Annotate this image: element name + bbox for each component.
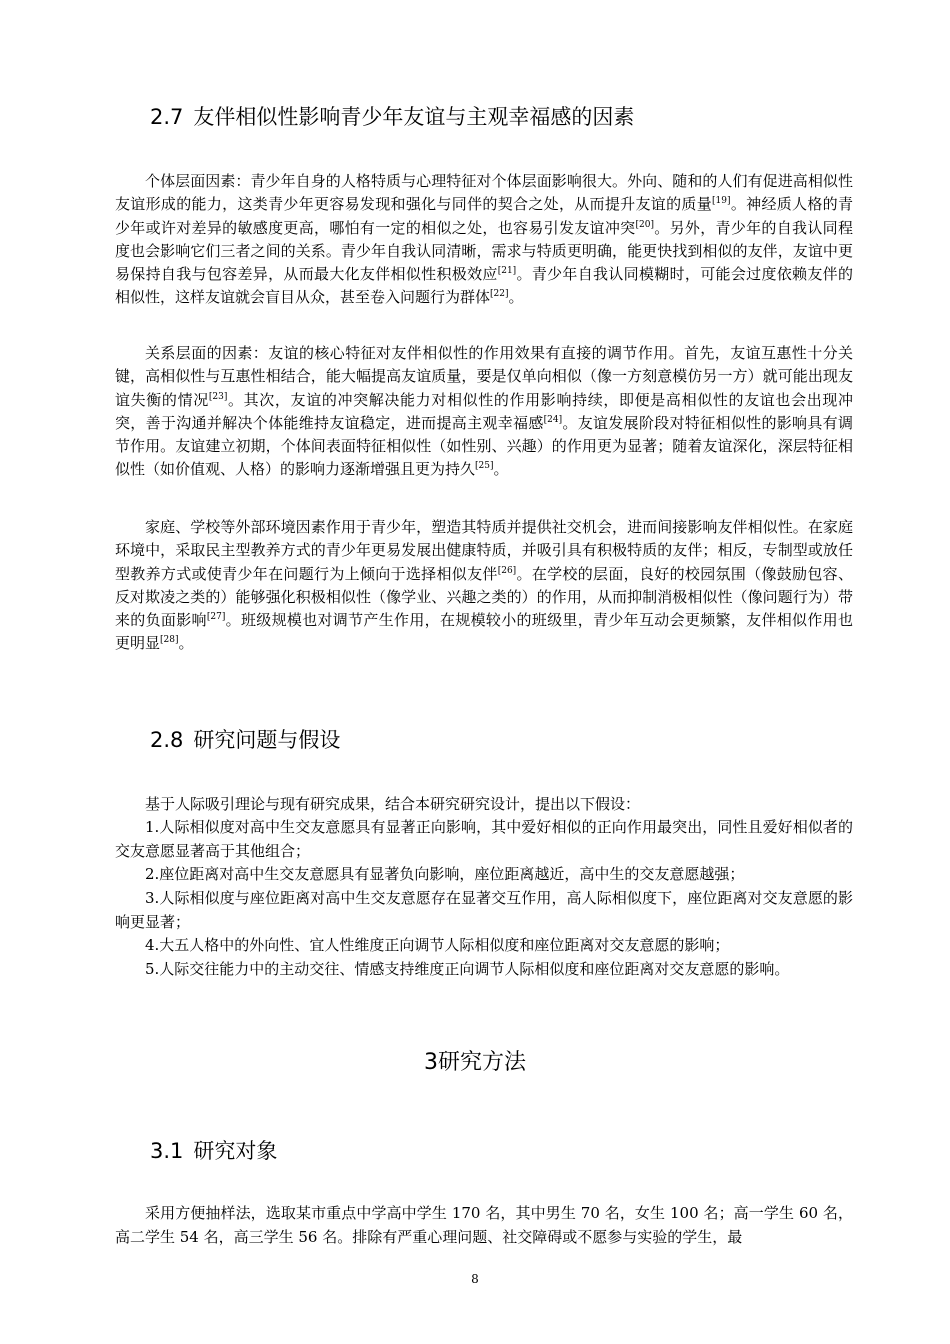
- hypothesis-item: 4.大五人格中的外向性、宜人性维度正向调节人际相似度和座位距离对交友意愿的影响；: [145, 936, 730, 954]
- chapter-heading-3: 3研究方法: [424, 1050, 526, 1075]
- section-heading-2-7: [150, 103, 634, 131]
- citation-ref: [27]: [206, 612, 226, 623]
- hypothesis-item: 2.座位距离对高中生交友意愿具有显著负向影响，座位距离越近，高中生的交友意愿越强；: [145, 865, 745, 883]
- paragraph-text: 。: [493, 460, 509, 479]
- section-heading-3-1: [150, 1137, 277, 1165]
- paragraph-text: 关系层面的因素：友谊的核心特征对友伴相似性的作用效果有直接的调节作用。首先，友谊互惠性十分关键，高相似性与互惠性相结合，能大幅提高友谊质量，要是仅单向相似（像一方刻意模仿另一方）就可能出现友谊失衡的情况: [115, 344, 853, 409]
- paragraph-text: 。神经质人格的青少年或许对差异的敏感度更高，哪怕有一定的相似之处，也容易引发友谊冲突: [115, 195, 853, 237]
- paragraph-text: 。友谊发展阶段对特征相似性的影响具有调节作用。友谊建立初期，个体间表面特征相似性（如性别、兴趣）的作用更为显著；随着友谊深化，深层特征相似性（如价值观、人格）的影响力逐渐增强且更为持久: [115, 413, 853, 479]
- hypothesis-item: 3.人际相似度与座位距离对高中生交友意愿存在显著交互作用，高人际相似度下，座位距离对交友意愿的影响更显著；: [115, 889, 853, 931]
- paragraph-text: 。青少年自我认同模糊时，可能会过度依赖友伴的相似性，这样友谊就会盲目从众，甚至卷入问题行为群体: [115, 265, 853, 307]
- paragraph-text: 家庭、学校等外部环境因素作用于青少年，塑造其特质并提供社交机会，进而间接影响友伴相似性。在家庭环境中，采取民主型教养方式的青少年更易发展出健康特质，并吸引具有积极特质的友伴；相反，专制型或放任型教养方式或使青少年在问题行为上倾向于选择相似友伴: [115, 518, 853, 583]
- citation-ref: [22]: [490, 289, 509, 300]
- citation-ref: [20]: [635, 219, 654, 230]
- hypothesis-item: 5.人际交往能力中的主动交往、情感支持维度正向调节人际相似度和座位距离对交友意愿的影响。: [145, 960, 790, 978]
- citation-ref: [19]: [712, 196, 731, 207]
- hypothesis-item: 1.人际相似度对高中生交友意愿具有显著正向影响，其中爱好相似的正向作用最突出，同性且爱好相似者的交友意愿显著高于其他组合；: [115, 818, 853, 860]
- paragraph-text: 。其次，友谊的冲突解决能力对相似性的作用影响持续，即便是高相似性的友谊也会出现冲突，善于沟通并解决个体能维持友谊稳定，进而提高主观幸福感: [115, 390, 853, 432]
- paragraph-text: 。在学校的层面，良好的校园氛围（像鼓励包容、反对欺凌之类的）能够强化积极相似性（像学业、兴趣之类的）的作用，从而抑制消极相似性（像问题行为）带来的负面影响: [115, 564, 853, 630]
- body-paragraph: [115, 516, 853, 656]
- section-heading-2-8: [150, 726, 340, 754]
- citation-ref: [23]: [208, 391, 228, 402]
- page-number: 8: [471, 1272, 479, 1286]
- paragraph-text: 。: [178, 634, 194, 653]
- citation-ref: [24]: [543, 414, 563, 425]
- citation-ref: [25]: [475, 461, 494, 472]
- paragraph-text: 。另外，青少年的自我认同程度也会影响它们三者之间的关系。青少年自我认同清晰，需求与特质更明确，能更快找到相似的友伴，友谊中更易保持自我与包容差异，从而最大化友伴相似性积极效应: [115, 218, 853, 284]
- section-number: 2.7: [150, 105, 184, 129]
- paragraph-text: 。: [508, 288, 524, 307]
- section-number: 2.8: [150, 728, 184, 752]
- citation-ref: [21]: [497, 266, 517, 277]
- paragraph-text: 。班级规模也对调节产生作用，在规模较小的班级里，青少年互动会更频繁，友伴相似作用也更明显: [115, 611, 853, 653]
- hypotheses-intro: 基于人际吸引理论与现有研究成果，结合本研究研究设计，提出以下假设：: [145, 795, 641, 813]
- section-title: 友伴相似性影响青少年友谊与主观幸福感的因素: [193, 105, 635, 129]
- section-title: 研究问题与假设: [193, 728, 341, 752]
- citation-ref: [28]: [160, 635, 179, 646]
- section-number: 3.1: [150, 1139, 184, 1163]
- section-title: 研究对象: [193, 1139, 278, 1163]
- body-paragraph: [115, 170, 853, 310]
- body-paragraph: [115, 342, 853, 482]
- citation-ref: [26]: [497, 565, 517, 576]
- paragraph-text: 个体层面因素：青少年自身的人格特质与心理特征对个体层面影响很大。外向、随和的人们有促进高相似性友谊形成的能力，这类青少年更容易发现和强化与同伴的契合之处，从而提升友谊的质量: [115, 172, 853, 214]
- body-paragraph: 采用方便抽样法，选取某市重点中学高中学生 170 名，其中男生 70 名，女生 100 名；高一学生 60 名，高二学生 54 名，高三学生 56 名。排除有严重心理问题、社交障碍或不愿参与实验的学生，最: [115, 1204, 853, 1246]
